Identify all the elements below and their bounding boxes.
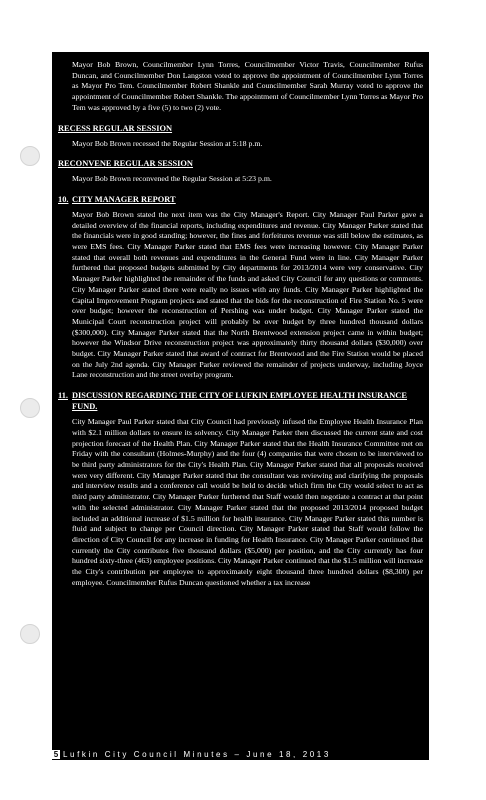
page-number: 5 <box>53 749 59 759</box>
item-11-heading <box>58 390 423 412</box>
item-10-number: 10. <box>58 194 69 204</box>
intro-paragraph: Mayor Bob Brown, Councilmember Lynn Torres, Councilmember Victor Travis, Councilmember Rufus Duncan, and Councilmember Don Langston voted to approve the appointment of Councilmember Lynn Torres as Mayor Pro Tem. Councilmember Robert Shankle and Councilmember Sarah Murray voted to approve the appointment of Councilmember Robert Shankle. The appointment of Councilmember Lynn Torres as Mayor Pro Tem was approved by a five (5) to two (2) vote. <box>72 60 423 112</box>
footer-text: Lufkin City Council Minutes – June 18, 2013 <box>63 749 331 759</box>
document-page <box>52 52 429 760</box>
health-insurance-paragraph: City Manager Paul Parker stated that City Council had previously infused the Employee Health Insurance Plan with $2.1 million dollars to ensure its solvency. City Manager Parker then discussed the current state and cost projection forecast of the Health Plan. City Manager Parker stated that the Health Insurance Committee met on Friday with the consultant (Holmes-Murphy) and the four (4) companies that were chosen to be interviewed to be third party administrators for the City's Health Plan. City Manager Parker stated that all proposals received were very different. City Manager Parker stated that the consultant was reviewing and clarifying the proposals and interview results and a conference call would be held to decide which firm the City would select to act as third party administrator. City Manager Parker furthered that Staff would then negotiate a contract at that point with the selected administrator. City Manager Parker stated that the proposed 2013/2014 proposed budget included an additional increase of $1.5 million for health insurance. City Manager Parker stated this number is fluid and subject to change per Council direction. City Manager Parker stated that Staff would follow the direction of City Council for any increase in funding for Health Insurance. City Manager Parker continued that currently the City contributes five thousand dollars ($5,000) per position, and the City currently has four hundred sixty-three (463) employee positions. City Manager Parker continued that the $1.5 million will increase the City's contribution per employee to approximately eight thousand three hundred dollars ($8,300) per employee. Councilmember Rufus Duncan questioned whether a tax increase <box>72 417 423 587</box>
reconvene-heading: RECONVENE REGULAR SESSION <box>58 159 193 169</box>
binder-hole-bottom <box>20 624 40 644</box>
item-10-title: CITY MANAGER REPORT <box>72 194 176 204</box>
item-11-number: 11. <box>58 391 69 401</box>
page-footer <box>52 748 429 760</box>
recess-heading: RECESS REGULAR SESSION <box>58 123 173 133</box>
reconvene-paragraph: Mayor Bob Brown reconvened the Regular Session at 5:23 p.m. <box>72 174 272 184</box>
binder-hole-middle <box>20 398 40 418</box>
item-11-title: DISCUSSION REGARDING THE CITY OF LUFKIN EMPLOYEE HEALTH INSURANCE FUND. <box>72 391 407 412</box>
binder-hole-top <box>20 146 40 166</box>
city-manager-report-paragraph: Mayor Bob Brown stated the next item was the City Manager's Report. City Manager Paul Parker gave a detailed overview of the financial reports, including expenditures and revenue. City Manager Parker stated that the financials were in good standing; however, the fines and forfeitures revenue was still below the estimates, as were EMS fees. City Manager Parker stated that EMS fees were increasing however. City Manager Parker stated that overall both revenues and expenditures in the General Fund were in line. City Manager Parker furthered that proposed budgets submitted by City departments for 2013/2014 were very conservative. City Manager Parker highlighted the remainder of the funds and asked City Council for any questions or comments. City Manager Parker stated there were really no issues with any funds. City Manager Parker highlighted the Capital Improvement Program projects and stated that the bids for the reconstruction of Fire Station No. 5 were over budget; however the reconstruction of Pershing was under budget. City Manager Parker stated the Municipal Court reconstruction project will probably be over budget by three hundred thousand dollars ($300,000). City Manager Parker stated that the North Brentwood extension project came in within budget; however the Windsor Drive reconstruction project was approximately thirty thousand dollars ($30,000) over budget. City Manager Parker stated that award of contract for Brentwood and the Fire Station would be placed on the July 2nd agenda. City Manager Parker reviewed the remainder of projects underway, including Joyce Lane reconstruction and the street overlay program. <box>72 209 423 380</box>
recess-paragraph: Mayor Bob Brown recessed the Regular Session at 5:18 p.m. <box>72 138 263 148</box>
item-10-heading <box>58 194 423 205</box>
